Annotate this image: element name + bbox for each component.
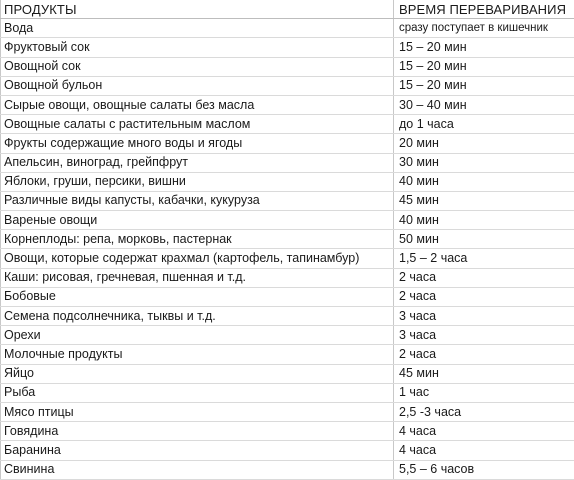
product-cell: Фрукты содержащие много воды и ягоды bbox=[1, 134, 394, 153]
table-row bbox=[1, 211, 574, 230]
product-cell: Баранина bbox=[1, 441, 394, 460]
digestion-time-cell: 4 часа bbox=[394, 422, 574, 441]
digestion-time-cell: 20 мин bbox=[394, 134, 574, 153]
table-row bbox=[1, 76, 574, 95]
product-cell: Овощной сок bbox=[1, 57, 394, 76]
product-cell: Вареные овощи bbox=[1, 211, 394, 230]
table-row bbox=[1, 307, 574, 326]
digestion-time-cell: 5,5 – 6 часов bbox=[394, 460, 574, 479]
product-cell: Овощные салаты с растительным маслом bbox=[1, 115, 394, 134]
product-cell: Апельсин, виноград, грейпфрут bbox=[1, 153, 394, 172]
digestion-time-cell: 45 мин bbox=[394, 364, 574, 383]
digestion-time-cell: 1,5 – 2 часа bbox=[394, 249, 574, 268]
digestion-time-cell: сразу поступает в кишечник bbox=[394, 19, 574, 38]
product-cell: Бобовые bbox=[1, 287, 394, 306]
table-row bbox=[1, 38, 574, 57]
table-row bbox=[1, 153, 574, 172]
product-cell: Говядина bbox=[1, 422, 394, 441]
digestion-time-cell: 2 часа bbox=[394, 268, 574, 287]
digestion-time-cell: 4 часа bbox=[394, 441, 574, 460]
product-cell: Молочные продукты bbox=[1, 345, 394, 364]
table-row bbox=[1, 19, 574, 38]
column-header-time: ВРЕМЯ ПЕРЕВАРИВАНИЯ bbox=[394, 0, 574, 19]
table-row bbox=[1, 287, 574, 306]
table-row bbox=[1, 422, 574, 441]
column-header-product: ПРОДУКТЫ bbox=[1, 0, 394, 19]
product-cell: Свинина bbox=[1, 460, 394, 479]
digestion-time-cell: 50 мин bbox=[394, 230, 574, 249]
product-cell: Сырые овощи, овощные салаты без масла bbox=[1, 95, 394, 114]
table-row bbox=[1, 57, 574, 76]
product-cell: Рыба bbox=[1, 383, 394, 402]
product-cell: Различные виды капусты, кабачки, кукуруза bbox=[1, 191, 394, 210]
digestion-time-cell: 2 часа bbox=[394, 345, 574, 364]
product-cell: Вода bbox=[1, 19, 394, 38]
table-row bbox=[1, 134, 574, 153]
table-header-row bbox=[1, 0, 574, 19]
table-row bbox=[1, 345, 574, 364]
table-row bbox=[1, 249, 574, 268]
product-cell: Фруктовый сок bbox=[1, 38, 394, 57]
digestion-time-cell: 2,5 -3 часа bbox=[394, 402, 574, 421]
digestion-time-cell: 3 часа bbox=[394, 326, 574, 345]
table-body bbox=[1, 19, 574, 480]
product-cell: Яйцо bbox=[1, 364, 394, 383]
digestion-time-cell: 45 мин bbox=[394, 191, 574, 210]
digestion-time-cell: 30 – 40 мин bbox=[394, 95, 574, 114]
table-row bbox=[1, 441, 574, 460]
digestion-time-cell: 2 часа bbox=[394, 287, 574, 306]
table-row bbox=[1, 172, 574, 191]
product-cell: Яблоки, груши, персики, вишни bbox=[1, 172, 394, 191]
product-cell: Овощной бульон bbox=[1, 76, 394, 95]
product-cell: Корнеплоды: репа, морковь, пастернак bbox=[1, 230, 394, 249]
table-row bbox=[1, 326, 574, 345]
table-row bbox=[1, 115, 574, 134]
table-row bbox=[1, 268, 574, 287]
digestion-time-cell: 15 – 20 мин bbox=[394, 38, 574, 57]
digestion-time-cell: до 1 часа bbox=[394, 115, 574, 134]
table-row bbox=[1, 95, 574, 114]
digestion-time-cell: 1 час bbox=[394, 383, 574, 402]
digestion-time-cell: 15 – 20 мин bbox=[394, 76, 574, 95]
product-cell: Мясо птицы bbox=[1, 402, 394, 421]
digestion-time-cell: 30 мин bbox=[394, 153, 574, 172]
digestion-time-cell: 40 мин bbox=[394, 172, 574, 191]
product-cell: Каши: рисовая, гречневая, пшенная и т.д. bbox=[1, 268, 394, 287]
table-row bbox=[1, 402, 574, 421]
table-row bbox=[1, 230, 574, 249]
product-cell: Овощи, которые содержат крахмал (картофель, тапинамбур) bbox=[1, 249, 394, 268]
product-cell: Орехи bbox=[1, 326, 394, 345]
product-cell: Семена подсолнечника, тыквы и т.д. bbox=[1, 307, 394, 326]
table-row bbox=[1, 364, 574, 383]
digestion-time-cell: 40 мин bbox=[394, 211, 574, 230]
table-row bbox=[1, 383, 574, 402]
table-row bbox=[1, 191, 574, 210]
table-row bbox=[1, 460, 574, 479]
digestion-time-cell: 3 часа bbox=[394, 307, 574, 326]
digestion-time-cell: 15 – 20 мин bbox=[394, 57, 574, 76]
